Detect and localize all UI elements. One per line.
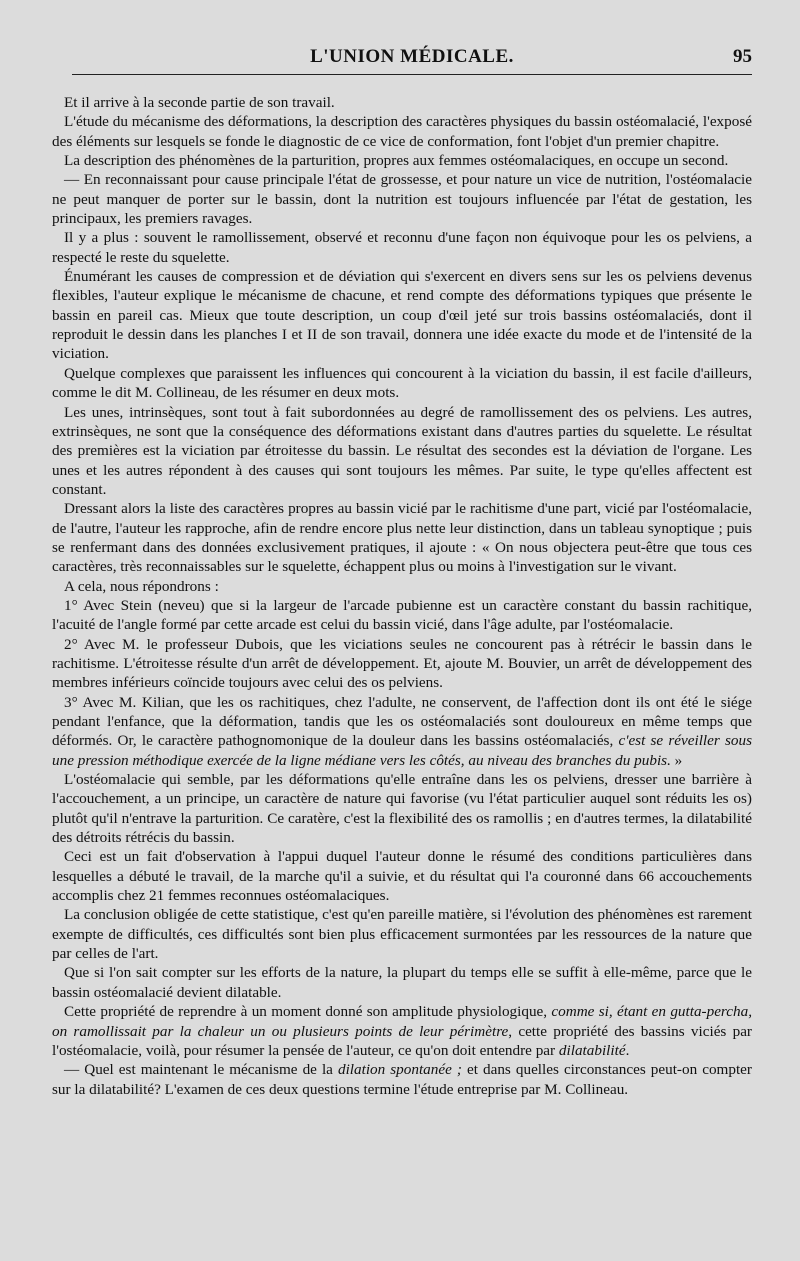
paragraph-text: L'ostéomalacie qui semble, par les déformations qu'elle entraîne dans les os pelviens, dresser une barrière à l'accouchement, a un principe, un caractère de nature qui favorise (vu l'état particulier auquel sont réduits les os) plutôt qu'il n'entrave la parturition. Ce caratère, c'est la flexibilité des os ramollis ; en d'autres termes, la dilatabilité des détroits rétrécis du bassin. [52,771,752,847]
paragraph-text: Les unes, intrinsèques, sont tout à fait subordonnées au degré de ramollissement des os pelviens. Les autres, extrinsèques, ne sont que la conséquence des déformations existant dans d'autres parties du squelette. Le résultat des premières est la viciation par étroitesse du bassin. Le résultat des secondes est la déviation de l'organe. Les unes et les autres répondent à des causes qui sont toujours les mêmes. Par suite, le type qu'elles affectent est constant. [52,403,752,498]
running-head [72,40,752,75]
paragraph-text: 1° Avec Stein (neveu) que si la largeur de l'arcade pubienne est un caractère constant du bassin rachitique, l'acuité de l'angle formé par cette arcade est celui du bassin vicié, dans l'âge adulte, par l'ostéomalacie. [52,596,752,634]
paragraph [52,847,752,905]
paragraph-text: Que si l'on sait compter sur les efforts de la nature, la plupart du temps elle se suffit à elle-même, parce que le bassin ostéomalacié devient dilatable. [52,964,752,1001]
paragraph [52,596,752,635]
paragraph [52,403,752,500]
paragraph [52,364,752,403]
running-title: L'UNION MÉDICALE. [310,46,514,67]
paragraph [52,93,752,112]
paragraph-text: , cette propriété des bassins viciés par l'ostéomalacie, voilà, pour résumer la pensée de l'auteur, ce qu'on doit entendre par [52,1022,752,1059]
paragraph [52,577,752,596]
paragraph-text: . [625,1041,630,1059]
paragraph [52,151,752,170]
paragraph-text: Ceci est un fait d'observation à l'appui duquel l'auteur donne le résumé des conditions particulières dans lesquelles a débuté le travail, de la marche qu'il a suivie, et du résultat qui l'a couronné dans 66 accouchements accomplis chez 21 femmes reconnues ostéomalaciques. [52,848,752,905]
paragraph-text: » [670,751,683,769]
page-number: 95 [733,46,752,67]
paragraph-text: A cela, nous répondrons : [64,577,219,595]
paragraph-text: Il y a plus : souvent le ramollissement, observé et reconnu d'une façon non équivoque pour les os pelviens, a respecté le reste du squelette. [52,229,752,266]
paragraph-text: La conclusion obligée de cette statistique, c'est qu'en pareille matière, si l'évolution des phénomènes est rarement exempte de difficultés, ces difficultés sont bien plus efficacement surmontées par les ressources de la nature que par celles de l'art. [52,906,752,963]
italic-text: comme si, étant en gutta-percha, on ramollissait par la chaleur un ou plusieurs points de leur périmètre [52,1003,753,1040]
paragraph [52,693,752,770]
paragraph-text: 2° Avec M. le professeur Dubois, que les viciations seules ne concourent pas à rétrécir le bassin dans le rachitisme. L'étroitesse résulte d'un arrêt de développement. Et, ajoute M. Bouvier, un arrêt de développement des membres inférieurs coïncide toujours avec celui des os pelviens. [52,635,752,692]
paragraph [52,267,752,364]
paragraph [52,635,752,693]
paragraph [52,1060,752,1099]
italic-text: dilation spontanée ; [337,1061,462,1079]
paragraph-text: Et il arrive à la seconde partie de son travail. [64,94,335,111]
paragraph-text: — Quel est maintenant le mécanisme de la [64,1061,338,1079]
paragraph [52,963,752,1002]
paragraph-text: 3° Avec M. Kilian, que les os rachitiques, chez l'adulte, ne conservent, de l'affection dont ils ont été le siége pendant l'enfance, que la déformation, tandis que les os ostéomalaciés sont douloureux en même temps que déformés. Or, le caractère pathognomonique de la douleur dans les bassins ostéomalaciés, [52,693,752,750]
paragraph-text: Cette propriété de reprendre à un moment donné son amplitude physiologique, [64,1003,552,1021]
italic-text: c'est se réveiller sous une pression méthodique exercée de la ligne médiane vers les côtés, au niveau des branches du pubis. [52,732,752,769]
paragraph [52,1002,752,1060]
paragraph-text: Dressant alors la liste des caractères propres au bassin vicié par le rachitisme d'une part, vicié par l'ostéomalacie, de l'autre, l'auteur les rapproche, afin de rendre encore plus nette leur distinction, dans un tableau synoptique ; puis se renfermant dans des données exclusivement pratiques, il ajoute : « On nous objectera peut-être que tous ces caractères, très reconnaissables sur le squelette, échappent plus ou moins à l'investigation sur le vivant. [52,500,752,576]
paragraph [52,905,752,963]
paragraph [52,770,752,847]
paragraph [52,170,752,228]
paragraph [52,228,752,267]
paragraph-text: et dans quelles circonstances peut-on compter sur la dilatabilité? L'examen de ces deux questions termine l'étude entreprise par M. Collineau. [52,1061,752,1098]
paragraph-text: L'étude du mécanisme des déformations, la description des caractères physiques du bassin ostéomalacié, l'exposé des éléments sur lesquels se fonde le diagnostic de ce vice de conformation, font l'objet d'un premier chapitre. [52,113,752,150]
paragraph-text: Énumérant les causes de compression et de déviation qui s'exercent en divers sens sur les os pelviens devenus flexibles, l'auteur explique le mécanisme de chacune, et rend compte des déformations typiques que présente le bassin en pareil cas. Mieux que toute description, un coup d'œil jeté sur trois bassins ostéomalaciés, dont il reproduit le dessin dans les planches I et II de son travail, donnera une idée exacte du mode et de l'intensité de la viciation. [52,268,752,363]
article-body [52,93,752,1099]
paragraph [52,112,752,151]
paragraph-text: — En reconnaissant pour cause principale l'état de grossesse, et pour nature un vice de nutrition, l'ostéomalacie ne peut manquer de porter sur le bassin, dont la nutrition est toujours influencée par l'état de gestation, les principaux, les premiers ravages. [52,171,752,228]
italic-text: dilatabilité [558,1041,626,1059]
paragraph [52,499,752,576]
paragraph-text: Quelque complexes que paraissent les influences qui concourent à la viciation du bassin, il est facile d'ailleurs, comme le dit M. Collineau, de les résumer en deux mots. [52,364,752,402]
paragraph-text: La description des phénomènes de la parturition, propres aux femmes ostéomalaciques, en occupe un second. [64,152,729,170]
